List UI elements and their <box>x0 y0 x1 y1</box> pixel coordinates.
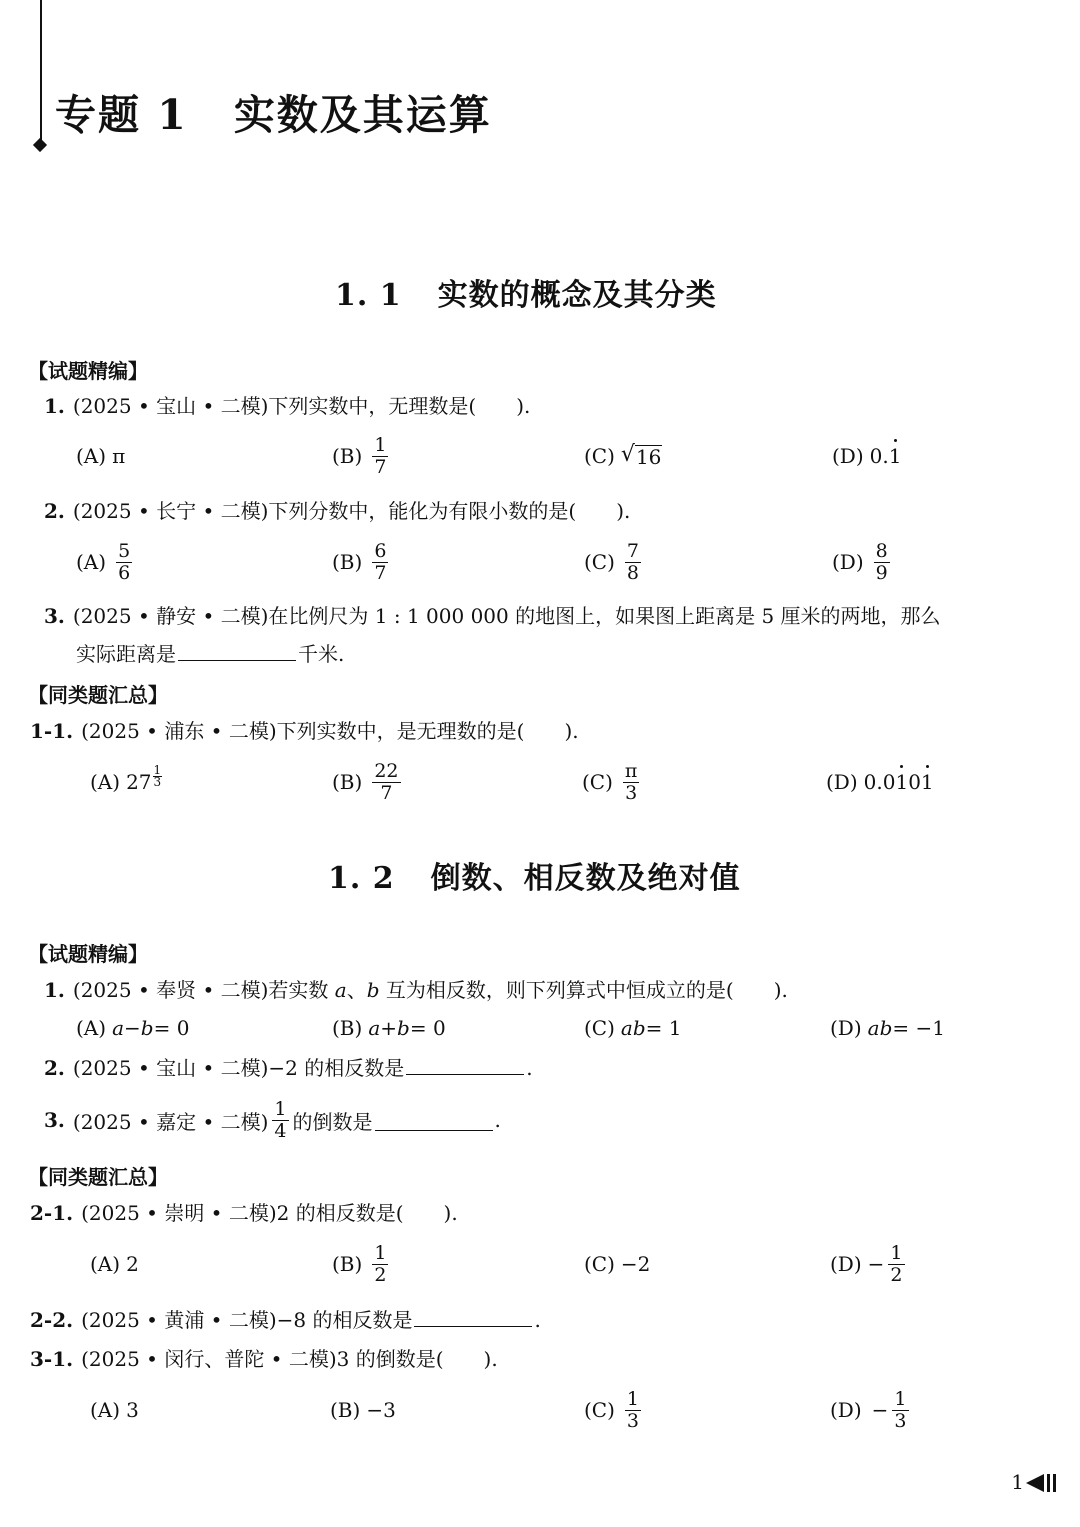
option-d <box>830 1238 909 1290</box>
option-value: 0. <box>869 444 889 468</box>
option-label: (A) <box>90 1252 121 1276</box>
section-number: 1. 1 <box>335 278 402 313</box>
numerator: 7 <box>626 539 640 562</box>
option-label: (C) <box>584 1016 615 1040</box>
option-label: (B) <box>332 444 363 468</box>
denominator: 8 <box>626 561 640 584</box>
equation-rhs: = 0 <box>409 1016 446 1040</box>
fraction <box>888 1243 904 1286</box>
option-b <box>332 1002 446 1054</box>
fraction <box>892 1389 908 1432</box>
denominator: 3 <box>626 1409 640 1432</box>
numerator: 1 <box>374 1241 387 1264</box>
question-text: 实际距离是 <box>76 642 176 666</box>
power-base: 27 <box>126 770 152 794</box>
fraction <box>625 1389 641 1432</box>
option-d <box>832 536 894 588</box>
chapter-name: 实数及其运算 <box>233 91 492 139</box>
chapter-rule <box>40 0 42 142</box>
question-text: (2025 • 崇明 • 二模)2 的相反数是( ). <box>81 1201 458 1225</box>
variable: b <box>140 1016 154 1040</box>
option-c <box>584 1238 650 1290</box>
denominator: 7 <box>380 781 393 804</box>
option-value: 0 <box>908 770 921 794</box>
section-title-1-1 <box>335 270 717 314</box>
minus-sign: − <box>867 1252 885 1276</box>
fraction <box>372 761 400 804</box>
denominator: 3 <box>153 774 162 789</box>
variable: ab <box>867 1016 893 1040</box>
option-d <box>832 430 901 482</box>
option-b <box>332 756 405 808</box>
numerator: 22 <box>374 759 399 782</box>
option-label: (A) <box>90 770 121 794</box>
numerator: 1 <box>890 1241 903 1264</box>
denominator: 2 <box>374 1263 387 1286</box>
variable: b <box>366 978 380 1002</box>
question-1-1-3 <box>44 602 941 630</box>
radical-sign: √ <box>620 441 635 467</box>
numerator: 5 <box>118 539 131 562</box>
option-label: (D) <box>830 1398 862 1422</box>
section-name: 实数的概念及其分类 <box>437 278 717 313</box>
chapter-number: 专题 1 <box>55 91 188 139</box>
option-label: (B) <box>330 1398 361 1422</box>
denominator: 7 <box>374 561 387 584</box>
question-number: 1. <box>44 978 65 1002</box>
option-label: (B) <box>332 1016 363 1040</box>
question-text: 的倒数是 <box>292 1109 373 1134</box>
numerator: 1 <box>274 1097 287 1120</box>
fraction <box>372 1243 388 1286</box>
option-label: (D) <box>832 550 864 574</box>
option-value: 3 <box>126 1398 139 1422</box>
option-b <box>332 536 392 588</box>
question-text: (2025 • 浦东 • 二模)下列实数中，是无理数的是( ). <box>81 719 579 743</box>
question-number: 2-2. <box>30 1308 74 1332</box>
option-label: (C) <box>584 550 615 574</box>
numerator: 8 <box>875 539 888 562</box>
question-number: 3-1. <box>30 1347 74 1371</box>
answer-blank[interactable] <box>406 1054 524 1075</box>
question-1-2-2 <box>44 1054 533 1082</box>
option-d <box>826 756 934 808</box>
question-text: . <box>494 1108 501 1132</box>
option-c <box>584 1384 645 1436</box>
minus-sign: − <box>871 1398 889 1422</box>
option-label: (C) <box>584 1398 615 1422</box>
answer-blank[interactable] <box>414 1306 532 1327</box>
option-a <box>90 1238 139 1290</box>
option-c <box>584 1002 682 1054</box>
option-label: (B) <box>332 550 363 574</box>
denominator: 9 <box>875 561 888 584</box>
page-number: 1 <box>1011 1470 1024 1494</box>
question-1-1-1 <box>44 392 530 420</box>
question-text: (2025 • 闵行、普陀 • 二模)3 的倒数是( ). <box>81 1347 498 1371</box>
page-marker-icon <box>1024 1472 1058 1494</box>
question-1-2-2-1 <box>30 1199 458 1227</box>
fraction <box>625 541 641 584</box>
question-1-2-3-1 <box>30 1345 498 1373</box>
section-header-similar: 【同类题汇总】 <box>28 1165 168 1189</box>
option-value: 0.0 <box>863 770 896 794</box>
exponent-fraction <box>153 762 163 789</box>
question-text: . <box>526 1056 533 1080</box>
option-value: 2 <box>126 1252 139 1276</box>
radicand: 16 <box>635 444 662 469</box>
option-value: −2 <box>620 1252 651 1276</box>
question-text: (2025 • 宝山 • 二模)−2 的相反数是 <box>72 1056 405 1080</box>
question-number: 2. <box>44 499 65 523</box>
fraction <box>623 761 640 804</box>
numerator: 6 <box>374 539 387 562</box>
chapter-rule-diamond <box>33 138 47 152</box>
repeating-digit: 1 <box>920 770 934 794</box>
question-number: 3. <box>44 604 65 628</box>
variable: b <box>397 1016 410 1040</box>
option-c <box>584 430 662 482</box>
fraction <box>116 541 132 584</box>
option-a <box>76 536 136 588</box>
equation-rhs: = −1 <box>892 1016 945 1040</box>
option-a <box>76 430 125 482</box>
option-label: (C) <box>584 444 615 468</box>
option-label: (C) <box>582 770 613 794</box>
repeating-digit: 1 <box>895 770 909 794</box>
question-1-1-2 <box>44 497 630 525</box>
section-header-practice: 【试题精编】 <box>28 359 148 383</box>
fraction <box>372 435 388 478</box>
variable: a <box>368 1016 381 1040</box>
section-header-practice: 【试题精编】 <box>28 942 148 966</box>
denominator: 3 <box>625 781 638 804</box>
option-label: (B) <box>332 770 363 794</box>
option-c <box>582 756 643 808</box>
operator: − <box>124 1016 141 1040</box>
option-label: (C) <box>584 1252 615 1276</box>
question-number: 3. <box>44 1108 65 1132</box>
denominator: 6 <box>118 561 131 584</box>
option-label: (D) <box>830 1252 862 1276</box>
chapter-title <box>55 82 492 141</box>
variable: a <box>334 978 347 1002</box>
fraction <box>272 1099 288 1142</box>
fraction <box>372 541 388 584</box>
numerator: 1 <box>894 1387 907 1410</box>
option-value: −3 <box>366 1398 396 1422</box>
numerator: 1 <box>153 762 162 777</box>
repeating-digit: 1 <box>888 444 902 468</box>
question-text: (2025 • 奉贤 • 二模)若实数 <box>72 978 335 1002</box>
fraction <box>874 541 890 584</box>
answer-blank[interactable] <box>178 640 296 661</box>
question-text: (2025 • 嘉定 • 二模) <box>72 1109 269 1134</box>
numerator: 1 <box>374 433 387 456</box>
separator: 、 <box>346 978 367 1002</box>
question-1-2-2-2 <box>30 1306 541 1334</box>
option-label: (A) <box>76 444 107 468</box>
question-number: 1. <box>44 394 65 418</box>
variable: a <box>112 1016 124 1040</box>
option-label: (D) <box>830 1016 862 1040</box>
numerator: π <box>624 759 638 782</box>
option-value: π <box>112 444 126 468</box>
option-label: (A) <box>76 550 107 574</box>
option-label: (D) <box>832 444 864 468</box>
square-root <box>620 441 662 469</box>
question-text: 互为相反数，则下列算式中恒成立的是( ). <box>379 978 788 1002</box>
option-b <box>332 1238 392 1290</box>
option-label: (A) <box>90 1398 121 1422</box>
answer-blank[interactable] <box>375 1110 493 1131</box>
question-1-1-3-cont <box>76 640 344 668</box>
option-a <box>76 1002 189 1054</box>
option-label: (D) <box>826 770 858 794</box>
question-number: 1-1. <box>30 719 74 743</box>
question-text: (2025 • 宝山 • 二模)下列实数中，无理数是( ). <box>72 394 531 418</box>
question-1-2-3 <box>44 1094 501 1146</box>
denominator: 2 <box>890 1263 903 1286</box>
question-text: (2025 • 黄浦 • 二模)−8 的相反数是 <box>81 1308 413 1332</box>
section-title-1-2 <box>328 853 741 897</box>
option-d <box>830 1002 945 1054</box>
question-number: 2-1. <box>30 1201 74 1225</box>
operator: + <box>380 1016 398 1040</box>
option-b <box>332 430 392 482</box>
question-1-1-1-1 <box>30 717 579 745</box>
denominator: 4 <box>274 1119 287 1142</box>
question-text: . <box>534 1308 541 1332</box>
question-number: 2. <box>44 1056 65 1080</box>
denominator: 3 <box>894 1409 907 1432</box>
question-1-2-1 <box>44 976 788 1004</box>
section-name: 倒数、相反数及绝对值 <box>430 861 741 896</box>
section-header-similar: 【同类题汇总】 <box>28 683 168 707</box>
section-number: 1. 2 <box>328 861 395 896</box>
option-a <box>90 756 162 808</box>
option-label: (B) <box>332 1252 363 1276</box>
option-d <box>830 1384 913 1436</box>
numerator: 1 <box>626 1387 640 1410</box>
question-text: (2025 • 静安 • 二模)在比例尺为 1 : 1 000 000 的地图上，如果图上距离是 5 厘米的两地，那么 <box>72 604 941 628</box>
equation-rhs: = 0 <box>153 1016 190 1040</box>
variable: ab <box>620 1016 646 1040</box>
question-text: (2025 • 长宁 • 二模)下列分数中，能化为有限小数的是( ). <box>72 499 631 523</box>
equation-rhs: = 1 <box>645 1016 682 1040</box>
option-a <box>90 1384 139 1436</box>
question-text: 千米. <box>298 642 345 666</box>
denominator: 7 <box>374 455 387 478</box>
option-label: (A) <box>76 1016 107 1040</box>
option-b <box>330 1384 396 1436</box>
option-c <box>584 536 645 588</box>
